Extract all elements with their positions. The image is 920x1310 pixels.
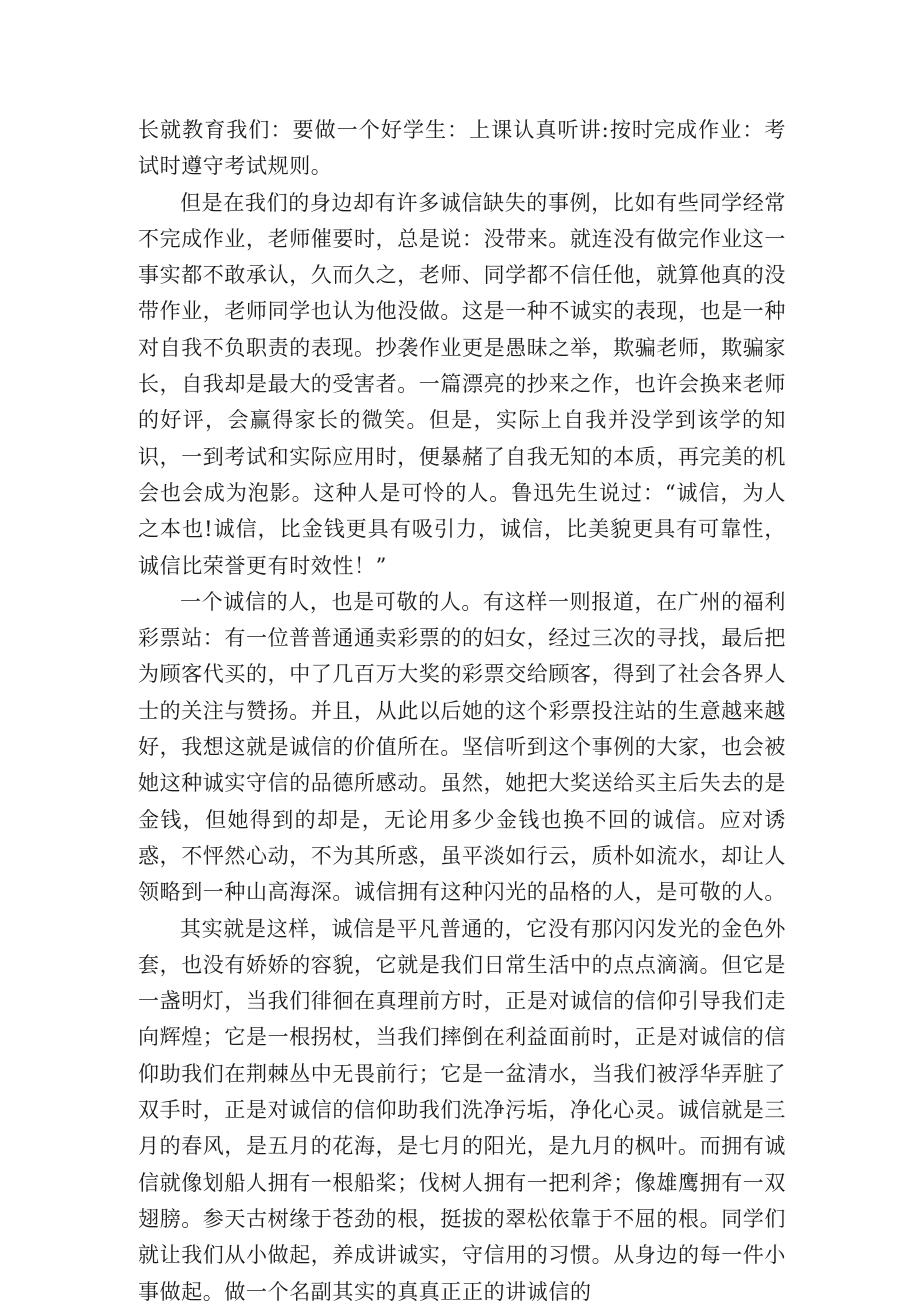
- paragraph-2: 但是在我们的身边却有许多诚信缺失的事例，比如有些同学经常不完成作业，老师催要时，总是说：没带来。就连没有做完作业这一事实都不敢承认，久而久之，老师、同学都不信任他，就算他真的没带作业，老师同学也认为他没做。这是一种不诚实的表现，也是一种对自我不负职责的表现。抄袭作业更是愚昧之举，欺骗老师，欺骗家长，自我却是最大的受害者。一篇漂亮的抄来之作，也许会换来老师的好评，会赢得家长的微笑。但是，实际上自我并没学到该学的知识，一到考试和实际应用时，便暴赭了自我无知的本质，再完美的机会也会成为泡影。这种人是可怜的人。鲁迅先生说过：“诚信，为人之本也!诚信，比金钱更具有吸引力，诚信，比美貌更具有可靠性，诚信比荣誉更有时效性！”: [138, 190, 786, 578]
- paragraph-3: 一个诚信的人，也是可敬的人。有这样一则报道，在广州的福利彩票站：有一位普普通通卖彩票的的妇女，经过三次的寻找，最后把为顾客代买的，中了几百万大奖的彩票交给顾客，得到了社会各界人士的关注与赞扬。并且，从此以后她的这个彩票投注站的生意越来越好，我想这就是诚信的价值所在。坚信听到这个事例的大家，也会被她这种诚实守信的品德所感动。虽然，她把大奖送给买主后失去的是金钱，但她得到的却是，无论用多少金钱也换不回的诚信。应对诱惑，不怦然心动，不为其所惑，虽平淡如行云，质朴如流水，却让人领略到一种山高海深。诚信拥有这种闪光的品格的人，是可敬的人。: [138, 589, 786, 905]
- paragraph-1: 长就教育我们：要做一个好学生：上课认真听讲:按时完成作业：考试时遵守考试规则。: [138, 118, 786, 179]
- article-body: [138, 112, 786, 1310]
- paragraph-4: 其实就是这样，诚信是平凡普通的，它没有那闪闪发光的金色外套，也没有娇娇的容貌，它就是我们日常生活中的点点滴滴。但它是一盏明灯，当我们徘徊在真理前方时，正是对诚信的信仰引导我们走向辉煌；它是一根拐杖，当我们摔倒在利益面前时，正是对诚信的信仰助我们在荆棘丛中无畏前行；它是一盆清水，当我们被浮华弄脏了双手时，正是对诚信的信仰助我们洗净污垢，净化心灵。诚信就是三月的春风，是五月的花海，是七月的阳光，是九月的枫叶。而拥有诚信就像划船人拥有一根船桨；伐树人拥有一把利斧；像雄鹰拥有一双翅膀。参天古树缘于苍劲的根，挺拔的翠松依靠于不屈的根。同学们就让我们从小做起，养成讲诚实，守信用的习惯。从身边的每一件小事做起。做一个名副其实的真真正正的讲诚信的: [138, 916, 786, 1304]
